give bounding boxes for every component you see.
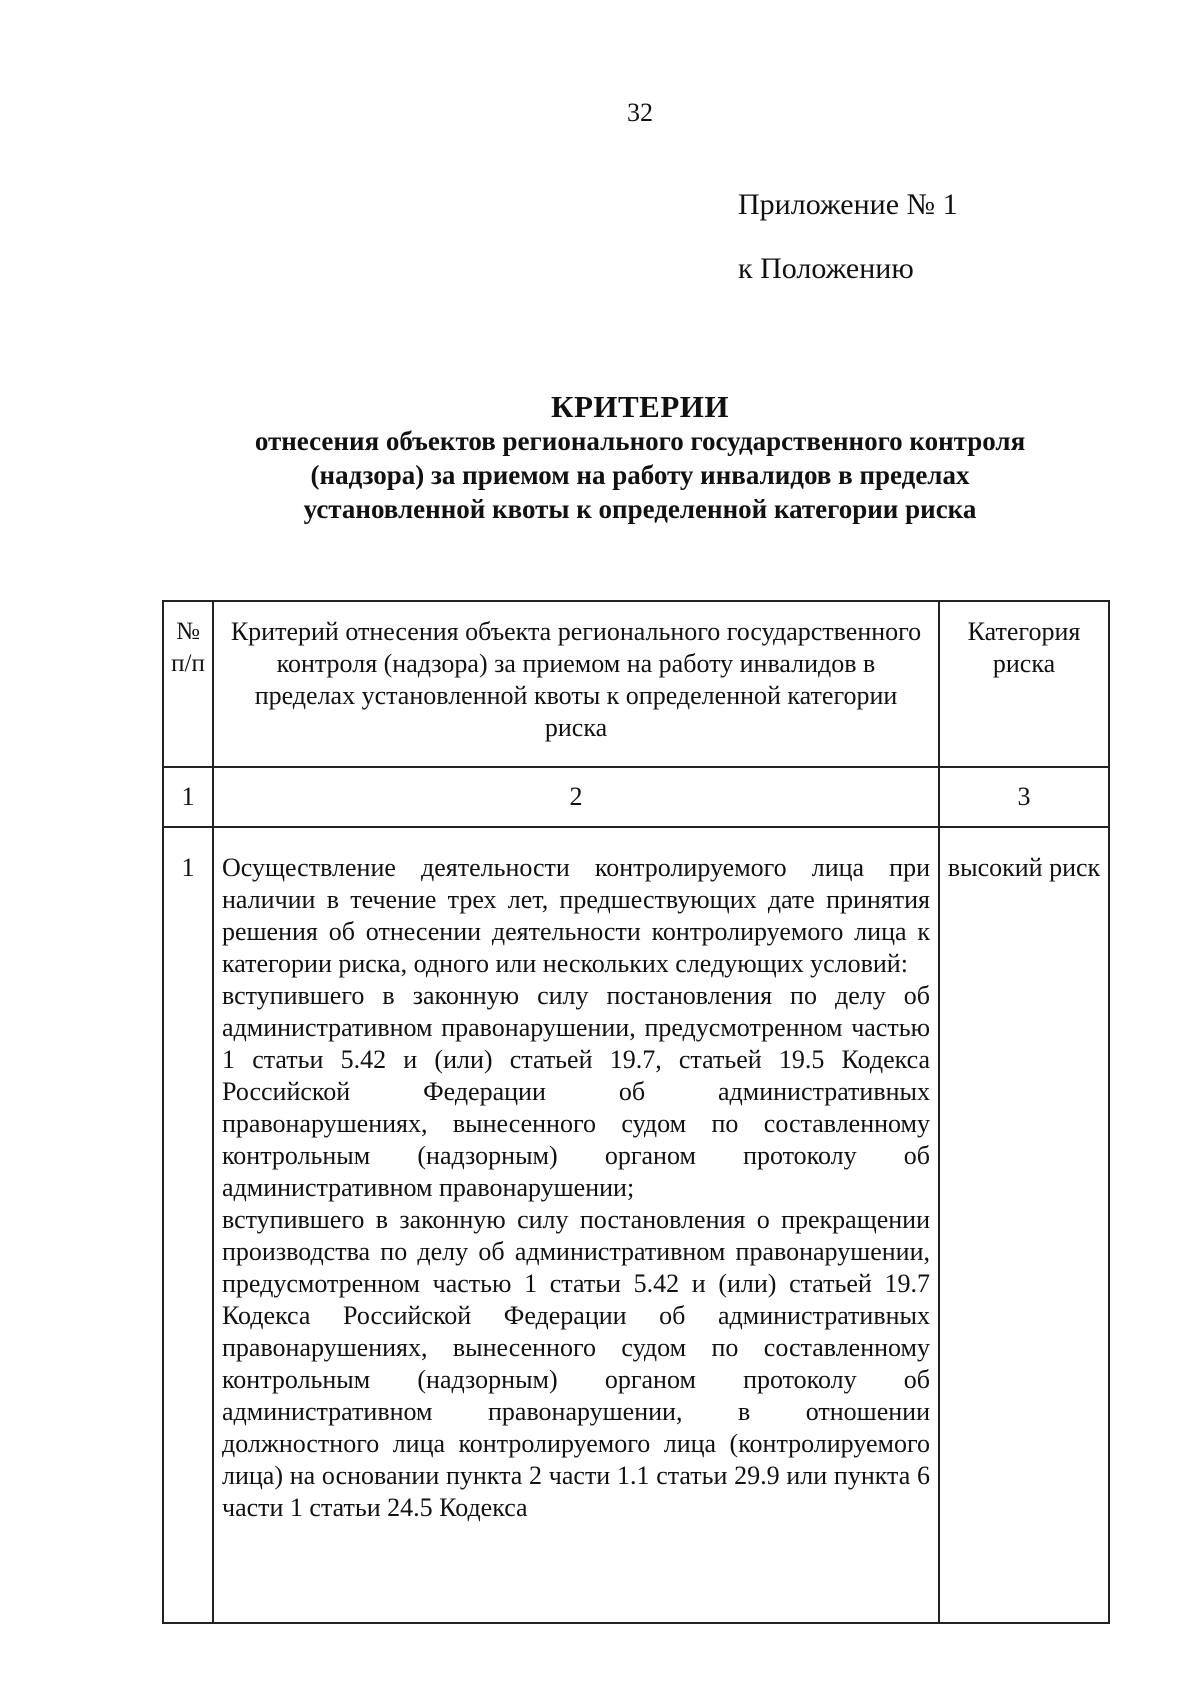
- appendix-reference: к Положению: [738, 252, 914, 285]
- page-number: 32: [627, 98, 653, 127]
- column-index-row: [163, 767, 1109, 827]
- row-number: 1: [163, 827, 213, 1623]
- table-header-row: [163, 601, 1109, 767]
- criterion-paragraph: Осуществление деятельности контролируемого лица при наличии в течение трех лет, предшествующих дате принятия решения об отнесении деятельности контролируемого лица к категории риска, одного или нескольких следующих условий:: [222, 853, 930, 978]
- risk-category: высокий риск: [939, 827, 1109, 1623]
- subtitle-line: (надзора) за приемом на работу инвалидов в пределах: [310, 460, 970, 490]
- column-index: 1: [163, 767, 213, 827]
- header-category: Категория риска: [939, 601, 1109, 767]
- column-index: 2: [213, 767, 939, 827]
- header-num: № п/п: [163, 601, 213, 767]
- title-main: КРИТЕРИИ: [550, 389, 730, 424]
- criterion-paragraph: вступившего в законную силу постановления по делу об административном правонарушении, предусмотренном частью 1 статьи 5.42 и (или) статьей 19.7, статьей 19.5 Кодекса Российской Федерации об административных правонарушениях, вынесенного судом по составленному контрольным (надзорным) органом протоколу об административном правонарушении;: [222, 981, 930, 1202]
- criterion-text: [213, 827, 939, 1623]
- document-title: [200, 390, 1080, 526]
- column-index: 3: [939, 767, 1109, 827]
- criterion-paragraph: вступившего в законную силу постановления о прекращении производства по делу об административном правонарушении, предусмотренном частью 1 статьи 5.42 и (или) статьей 19.7 Кодекса Российской Федерации об административных правонарушениях, вынесенного судом по составленному контрольным (надзорным) органом протоколу об административном правонарушении, в отношении должностного лица контролируемого лица (контролируемого лица) на основании пункта 2 части 1.1 статьи 29.9 или пункта 6 части 1 статьи 24.5 Кодекса: [222, 1205, 930, 1522]
- subtitle-line: отнесения объектов регионального государственного контроля: [254, 426, 1026, 456]
- subtitle-line: установленной квоты к определенной категории риска: [303, 494, 977, 524]
- criteria-table: [162, 600, 1110, 1624]
- table-row: [163, 827, 1109, 1623]
- appendix-number: Приложение № 1: [738, 188, 958, 221]
- header-criterion: Критерий отнесения объекта регионального государственного контроля (надзора) за приемом на работу инвалидов в пределах установленной квоты к определенной категории риска: [213, 601, 939, 767]
